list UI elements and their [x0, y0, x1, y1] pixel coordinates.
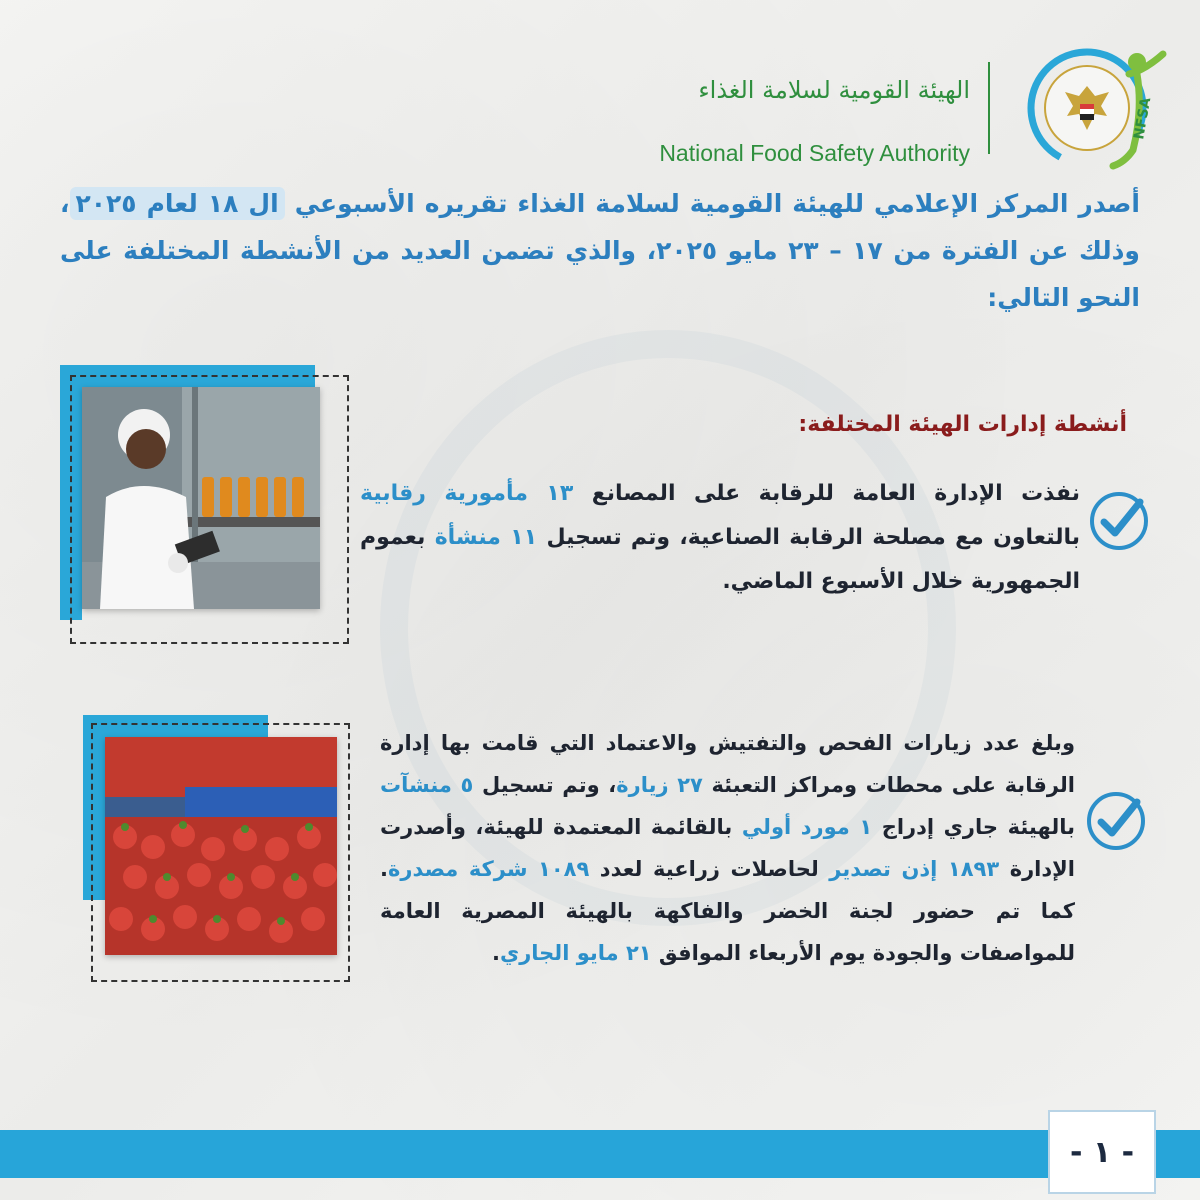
- org-name-english: National Food Safety Authority: [659, 140, 970, 166]
- intro-line-a: أصدر المركز الإعلامي للهيئة القومية لسلامة الغذاء تقريره الأسبوعي: [294, 189, 1140, 218]
- p2-export-permits-count: ١٨٩٣ إذن تصدير: [829, 857, 1000, 881]
- check-circle-icon: [1085, 790, 1147, 852]
- p2-visits-count: ٢٧ زيارة: [616, 773, 703, 797]
- nfsa-logo: [1025, 40, 1170, 175]
- strawberry-crates-image: [105, 737, 337, 955]
- p2-text-6: . كما تم حضور لجنة الخضر والفاكهة بالهيئة المصرية العامة للمواصفات والجودة يوم الأربعاء الموافق: [380, 857, 1075, 965]
- factory-inspection-paragraph: [360, 472, 1080, 604]
- p2-text-3: بالهيئة جاري إدراج: [872, 815, 1075, 839]
- p2-text-2: ، وتم تسجيل: [473, 773, 617, 797]
- org-name-arabic: الهيئة القومية لسلامة الغذاء: [698, 76, 970, 104]
- p1-facilities-count: ١١ منشأة: [434, 525, 538, 550]
- factory-photo-block: [60, 365, 360, 665]
- footer-bar: [0, 1130, 1200, 1178]
- p1-text-1: نفذت الإدارة العامة للرقابة على المصانع: [573, 481, 1080, 506]
- p2-exporters-count: ١٠٨٩ شركة مصدرة: [387, 857, 590, 881]
- p2-date: ٢١ مايو الجاري: [499, 941, 652, 965]
- logo-divider: [988, 62, 990, 154]
- svg-text:NFSA: NFSA: [1131, 96, 1155, 141]
- strawberry-photo-block: [83, 715, 373, 980]
- p1-text-2: بالتعاون مع مصلحة الرقابة الصناعية، وتم تسجيل: [537, 525, 1080, 550]
- p2-facilities-count: ٥ منشآت: [380, 773, 474, 797]
- factory-inspector-image: [82, 387, 320, 609]
- strawberry-photo-frame: [105, 737, 337, 955]
- factory-photo-frame: [82, 387, 320, 609]
- header: [570, 40, 1170, 170]
- report-number-highlight: ال ١٨ لعام ٢٠٢٥: [70, 187, 285, 220]
- p2-text-1: وبلغ عدد زيارات الفحص والتفتيش والاعتماد التي قامت بها إدارة الرقابة على محطات ومراكز التعبئة: [380, 731, 1075, 797]
- check-circle-icon: [1088, 490, 1150, 552]
- p2-text-4: بالقائمة المعتمدة للهيئة، وأصدرت الإدارة: [380, 815, 1075, 881]
- p2-supplier-count: ١ مورد أولي: [741, 815, 873, 839]
- p1-text-3: بعموم الجمهورية خلال الأسبوع الماضي.: [360, 525, 1080, 594]
- packing-stations-paragraph: [380, 722, 1075, 974]
- p1-missions-count: ١٣ مأمورية رقابية: [360, 481, 574, 506]
- p2-text-7: .: [491, 941, 500, 965]
- intro-paragraph: [60, 180, 1140, 321]
- p2-text-5: لحاصلات زراعية لعدد: [589, 857, 830, 881]
- page-number: - ١ -: [1048, 1110, 1156, 1194]
- intro-line-b: ، وذلك عن الفترة من ١٧ – ٢٣ مايو ٢٠٢٥، والذي تضمن العديد من الأنشطة المختلفة على النحو التالي:: [60, 189, 1140, 312]
- section-heading: أنشطة إدارات الهيئة المختلفة:: [798, 412, 1127, 437]
